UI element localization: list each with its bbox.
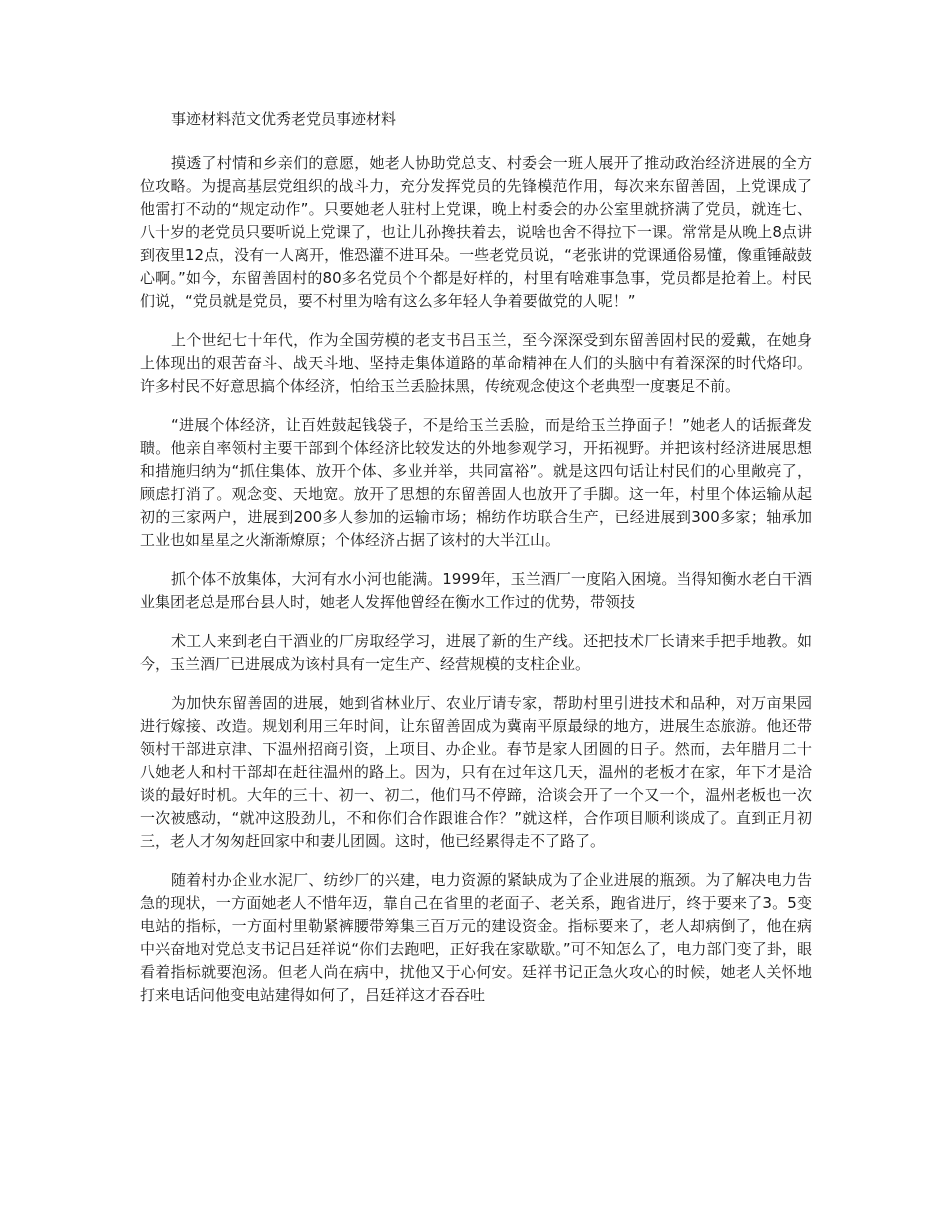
paragraph-winery-continued: 术工人来到老白干酒业的厂房取经学习，进展了新的生产线。还把技术厂长请来手把手地教。如今，玉兰酒厂已进展成为该村具有一定生产、经营规模的支柱企业。: [140, 632, 812, 673]
paragraph-collective-winery: 抓个体不放集体，大河有水小河也能满。1999年，玉兰酒厂一度陷入困境。当得知衡水老白干酒业集团老总是邢台县人时，她老人发挥他曾经在衡水工作过的优势，带领技: [140, 570, 812, 611]
paragraph-individual-economy: “进展个体经济，让百姓鼓起钱袋子，不是给玉兰丢脸，而是给玉兰挣面子！”她老人的话振聋发聩。他亲自率领村主要干部到个体经济比较发达的外地参观学习，开拓视野。并把该村经济进展思想和措施归纳为“抓住集体、放开个体、多业并举，共同富裕”。就是这四句话让村民们的心里敞亮了，顾虑打消了。观念变、天地宽。放开了思想的东留善固人也放开了手脚。这一年，村里个体运输从起初的三家两户，进展到200多人参加的运输市场；棉纺作坊联合生产，已经进展到300多家；轴承加工业也如星星之火渐渐燎原；个体经济占据了该村的大半江山。: [140, 416, 812, 549]
paragraph-party-lessons: 摸透了村情和乡亲们的意愿，她老人协助党总支、村委会一班人展开了推动政治经济进展的全方位攻略。为提高基层党组织的战斗力，充分发挥党员的先锋模范作用，每次来东留善固，上党课成了他雷打不动的“规定动作”。只要她老人驻村上党课，晚上村委会的办公室里就挤满了党员，就连七、八十岁的老党员只要听说上党课了，也让儿孙搀扶着去，说啥也舍不得拉下一课。常常是从晚上8点讲到夜里12点，没有一人离开，惟恐灌不进耳朵。一些老党员说，“老张讲的党课通俗易懂，像重锤敲鼓心啊。”如今，东留善固村的80多名党员个个都是好样的，村里有啥难事急事，党员都是抢着上。村民们说，“党员就是党员，要不村里为啥有这么多年轻人争着要做党的人呢！”: [140, 154, 812, 310]
paragraph-power-station: 随着村办企业水泥厂、纺纱厂的兴建，电力资源的紧缺成为了企业进展的瓶颈。为了解决电力告急的现状，一方面她老人不惜年迈，靠自己在省里的老面子、老关系，跑省进厅，终于要来了3。5变电站的指标，一方面村里勒紧裤腰带筹集三百万元的建设资金。指标要来了，老人却病倒了，他在病中兴奋地对党总支书记吕廷祥说“你们去跑吧，正好我在家歇歇。”可不知怎么了，电力部门变了卦，眼看着指标就要泡汤。但老人尚在病中，扰他又于心何安。廷祥书记正急火攻心的时候，她老人关怀地打来电话问他变电站建得如何了，吕廷祥这才吞吞吐: [140, 871, 812, 1004]
paragraph-lv-yulan: 上个世纪七十年代，作为全国劳模的老支书吕玉兰，至今深深受到东留善固村民的爱戴，在她身上体现出的艰苦奋斗、战天斗地、坚持走集体道路的革命精神在人们的头脑中有着深深的时代烙印。许多村民不好意思搞个体经济，怕给玉兰丢脸抹黑，传统观念使这个老典型一度裹足不前。: [140, 331, 812, 395]
document-page: [140, 108, 812, 1023]
document-title: 事迹材料范文优秀老党员事迹材料: [171, 110, 397, 128]
paragraph-orchards-wenzhou: 为加快东留善固的进展，她到省林业厅、农业厅请专家，帮助村里引进技术和品种，对万亩果园进行嫁接、改造。规划利用三年时间，让东留善固成为冀南平原最绿的地方，进展生态旅游。他还带领村干部进京津、下温州招商引资，上项目、办企业。春节是家人团圆的日子。然而，去年腊月二十八她老人和村干部却在赶往温州的路上。因为，只有在过年这几天，温州的老板才在家，年下才是洽谈的最好时机。大年的三十、初一、初二，他们马不停蹄，洽谈会开了一个又一个，温州老板也一次一次被感动，“就冲这股劲儿，不和你们合作跟谁合作？”就这样，合作项目顺利谈成了。直到正月初三，老人才匆匆赶回家中和妻儿团圆。这时，他已经累得走不了路了。: [140, 694, 812, 850]
